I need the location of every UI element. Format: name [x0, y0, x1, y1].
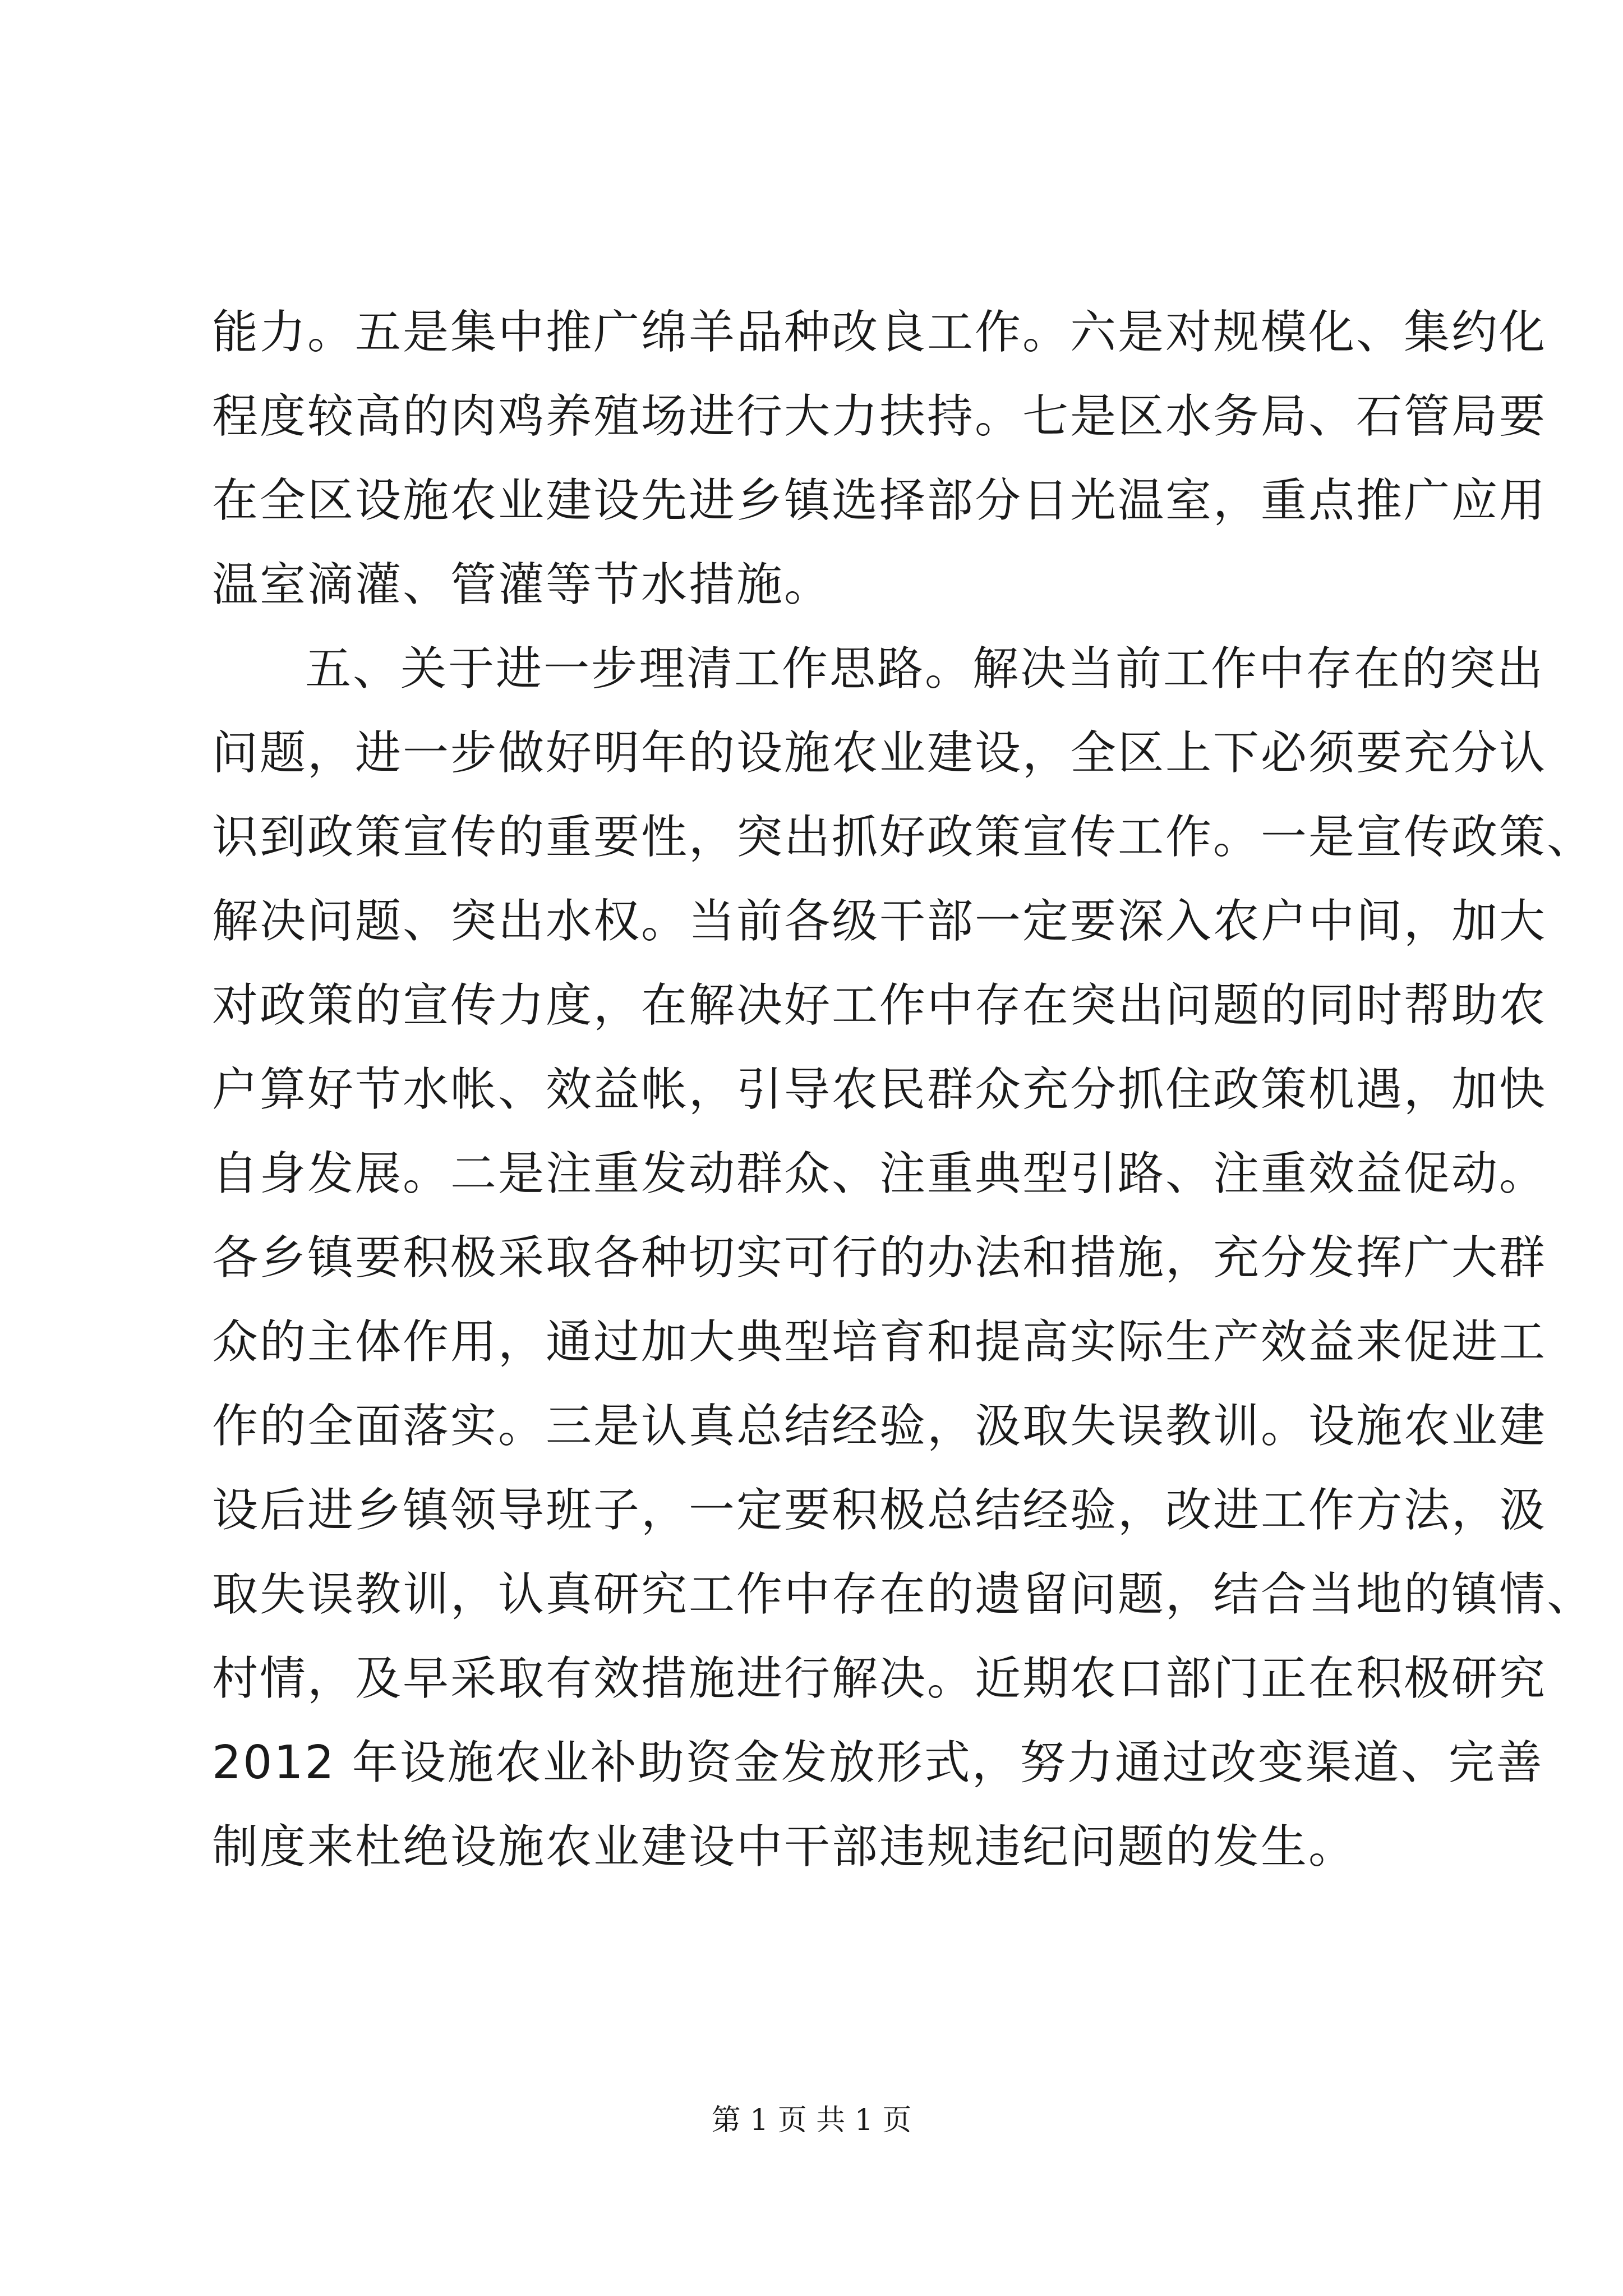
- text-line: 制度来杜绝设施农业建设中干部违规违纪问题的发生。: [212, 1820, 1357, 1874]
- text-line: 取失误教训，认真研究工作中存在的遗留问题，结合当地的镇情、: [212, 1568, 1595, 1621]
- text-line: 程度较高的肉鸡养殖场进行大力扶持。七是区水务局、石管局要: [212, 390, 1547, 443]
- page-footer: 第 1 页 共 1 页: [711, 2104, 912, 2137]
- text-line: 解决问题、突出水权。当前各级干部一定要深入农户中间，加大: [212, 895, 1547, 948]
- text-line: 众的主体作用，通过加大典型培育和提高实际生产效益来促进工: [212, 1315, 1547, 1369]
- text-line: 识到政策宣传的重要性，突出抓好政策宣传工作。一是宣传政策、: [212, 811, 1595, 864]
- text-line: 作的全面落实。三是认真总结经验，汲取失误教训。设施农业建: [212, 1400, 1547, 1453]
- text-line: 问题，进一步做好明年的设施农业建设，全区上下必须要充分认: [212, 726, 1547, 780]
- text-line: 对政策的宣传力度，在解决好工作中存在突出问题的同时帮助农: [212, 979, 1547, 1032]
- text-line: 户算好节水帐、效益帐，引导农民群众充分抓住政策机遇，加快: [212, 1063, 1547, 1116]
- text-line: 村情，及早采取有效措施进行解决。近期农口部门正在积极研究: [212, 1652, 1547, 1705]
- text-line: 在全区设施农业建设先进乡镇选择部分日光温室，重点推广应用: [212, 474, 1547, 527]
- text-line: 能力。五是集中推广绵羊品种改良工作。六是对规模化、集约化: [212, 306, 1547, 359]
- text-line: 2012 年设施农业补助资金发放形式，努力通过改变渠道、完善: [212, 1736, 1544, 1789]
- text-line: 自身发展。二是注重发动群众、注重典型引路、注重效益促动。: [212, 1147, 1547, 1200]
- paragraph-first-line: 五、关于进一步理清工作思路。解决当前工作中存在的突出: [305, 642, 1545, 696]
- text-line: 各乡镇要积极采取各种切实可行的办法和措施，充分发挥广大群: [212, 1231, 1547, 1285]
- text-line: 温室滴灌、管灌等节水措施。: [212, 558, 832, 611]
- text-line: 设后进乡镇领导班子，一定要积极总结经验，改进工作方法，汲: [212, 1484, 1547, 1537]
